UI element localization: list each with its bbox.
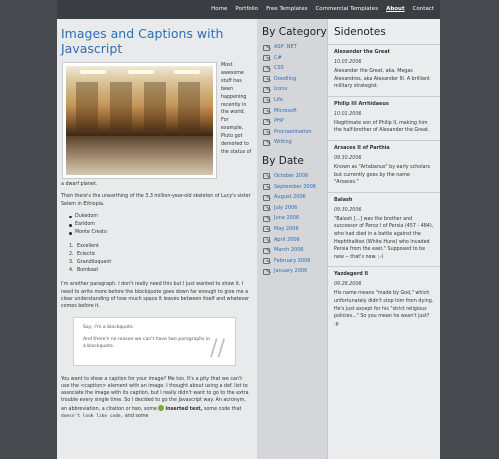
comment-icon bbox=[263, 258, 271, 263]
date-link[interactable]: July 2006 bbox=[262, 203, 327, 214]
quote-mark-icon: // bbox=[210, 335, 225, 361]
sidenote-title[interactable]: Alexander the Great bbox=[334, 49, 390, 55]
category-link[interactable]: Icons bbox=[262, 84, 327, 95]
page bbox=[57, 19, 440, 459]
comment-icon bbox=[263, 87, 271, 92]
comment-icon bbox=[263, 269, 271, 274]
category-link[interactable]: ASP .NET bbox=[262, 42, 327, 53]
date-link[interactable]: September 2006 bbox=[262, 182, 327, 193]
nav-about[interactable]: About bbox=[386, 6, 405, 12]
sidenote-text: Known as "Artabanus" by early scholars but currently goes by the name "Arsaces." bbox=[334, 164, 430, 186]
sidenote-title[interactable]: Arsaces II of Parthia bbox=[334, 144, 390, 151]
comment-icon bbox=[263, 248, 271, 253]
paragraph-caption: You want to show a caption for your image? Me too. It's a pity that we can't use the <caption> element with an image. I thought about using a def. list to associate the image with its caption, but I really didn't want to go to the extra trouble every single time. So I decided to go the Javascript way. An acronym, an abbreviation, a citation or two, some inserted text, some code that doesn't look like code, and some bbox=[61, 376, 249, 419]
comment-icon bbox=[263, 76, 271, 81]
category-link[interactable]: Doodling bbox=[262, 74, 327, 85]
quote-line-1: Say, I'm a blockquote. bbox=[83, 324, 135, 330]
sidenote-text: "Balash [...] was the brother and successor of Peroz I of Persia (457 - 484), who had died in a battle against the Hephthalites (White Huns) who invaded Persia from the east." Supposed to be new -- that's new. ;-) bbox=[334, 216, 434, 260]
comment-icon bbox=[263, 195, 271, 200]
list-item: Earldom bbox=[69, 221, 252, 229]
category-link[interactable]: C# bbox=[262, 53, 327, 64]
inserted-text-icon bbox=[158, 405, 164, 411]
page-background-right bbox=[440, 19, 499, 459]
date-link[interactable]: February 2006 bbox=[262, 256, 327, 267]
sidenotes-column bbox=[327, 19, 440, 459]
list-item: 1. Excellent bbox=[69, 243, 99, 249]
date-link[interactable]: August 2006 bbox=[262, 192, 327, 203]
nav-contact[interactable]: Contact bbox=[412, 6, 434, 12]
inline-code: doesn't look like code, bbox=[61, 413, 124, 419]
sidenote-title[interactable]: Yazdegerd II bbox=[334, 271, 369, 278]
comment-icon bbox=[263, 216, 271, 221]
conference-room-photo[interactable] bbox=[66, 66, 213, 175]
category-link[interactable]: PHP bbox=[262, 116, 327, 127]
sidenote-text: His name means "made by God," which unfortunately didn't stop him from dying. He's just except for his "strict religious policies..." So you mean he wasn't just? :p bbox=[334, 291, 434, 327]
paragraph-another: I'm another paragraph. I don't really need this but I just wanted to show it. I need to write more before the blockquote goes down far enough to give me a clear understanding of how much space it leaves between itself and whatever comes before it. bbox=[61, 282, 250, 310]
sidenotes-heading: Sidenotes bbox=[334, 26, 386, 38]
sidenote bbox=[328, 266, 440, 333]
by-category-heading: By Category bbox=[262, 26, 327, 38]
list-item: 2. Eclectic bbox=[69, 251, 96, 257]
category-list bbox=[262, 42, 327, 148]
date-link[interactable]: January 2006 bbox=[262, 266, 327, 277]
comment-icon bbox=[263, 55, 271, 60]
top-navigation bbox=[57, 0, 440, 19]
nav-portfolio[interactable]: Portfolio bbox=[235, 6, 259, 12]
date-link[interactable]: October 2006 bbox=[262, 171, 327, 182]
comment-icon bbox=[263, 237, 271, 242]
comment-icon bbox=[263, 66, 271, 71]
nav-list bbox=[203, 6, 434, 12]
category-column bbox=[257, 19, 327, 459]
sidenote-title[interactable]: Balash bbox=[334, 196, 353, 203]
comment-icon bbox=[263, 184, 271, 189]
list-item: Dukedom bbox=[69, 213, 252, 221]
category-link[interactable]: CSS bbox=[262, 63, 327, 74]
float-tail-text: a dwarf planet. bbox=[61, 182, 98, 187]
float-text: Most awesome stuff has been happening recently in the world. For example, Pluto got demoted to the status of bbox=[221, 63, 252, 155]
date-link[interactable]: April 2006 bbox=[262, 235, 327, 246]
sidenote-date: 10.03.2006 bbox=[334, 60, 362, 65]
category-link[interactable]: Life bbox=[262, 95, 327, 106]
category-link[interactable]: Procrastination bbox=[262, 127, 327, 138]
main-content bbox=[57, 19, 257, 459]
sidenote bbox=[328, 140, 440, 192]
sidenote-date: 10.01.2006 bbox=[334, 111, 362, 117]
article-title[interactable]: Images and Captions with Javascript bbox=[61, 26, 224, 56]
sidenote-date: 09.30.2006 bbox=[334, 155, 362, 161]
nav-free-templates[interactable]: Free Templates bbox=[266, 6, 308, 12]
nav-home[interactable]: Home bbox=[211, 6, 228, 12]
comment-icon bbox=[263, 119, 271, 124]
sidenote bbox=[328, 192, 440, 267]
by-date-heading: By Date bbox=[262, 154, 304, 167]
list-item: 4. Bombast bbox=[69, 268, 99, 274]
sidenote-title[interactable]: Philip III Arrhidaeus bbox=[334, 100, 389, 107]
blockquote bbox=[73, 317, 236, 366]
comment-icon bbox=[263, 226, 271, 231]
comment-icon bbox=[263, 97, 271, 102]
sidenote bbox=[328, 44, 440, 96]
comment-icon bbox=[263, 140, 271, 145]
sidenote-date: 09.28.2006 bbox=[334, 282, 362, 288]
sidenote-text: Alexander the Great, aka, Megas Alexandros, aka Alexander III. A brilliant military strategist. bbox=[334, 69, 430, 90]
inserted-text: inserted text, bbox=[165, 406, 203, 412]
date-link[interactable]: June 2006 bbox=[262, 213, 327, 224]
list-item: Monte Cresto bbox=[69, 229, 252, 237]
comment-icon bbox=[263, 205, 271, 210]
bullet-list bbox=[69, 213, 252, 238]
comment-icon bbox=[263, 45, 271, 50]
paragraph-lucy: Then there's the unearthing of the 3.3 million-year-old skeleton of Lucy's sister Selem in Ethiopia. bbox=[61, 194, 251, 207]
article-image-frame bbox=[62, 62, 217, 179]
comment-icon bbox=[263, 173, 271, 178]
sidenote-date: 09.30.2006 bbox=[334, 207, 362, 213]
sidenote bbox=[328, 96, 440, 140]
nav-commercial-templates[interactable]: Commercial Templates bbox=[315, 6, 379, 12]
list-item: 3. Grandiloquent bbox=[69, 259, 112, 265]
date-link[interactable]: March 2006 bbox=[262, 245, 327, 256]
comment-icon bbox=[263, 129, 271, 134]
numbered-list bbox=[69, 243, 252, 276]
comment-icon bbox=[263, 108, 271, 113]
quote-line-2: And there's no reason we can't have two paragraphs in a blockquote. bbox=[83, 336, 211, 349]
date-link[interactable]: May 2006 bbox=[262, 224, 327, 235]
category-link[interactable]: Writing bbox=[262, 137, 327, 148]
date-list bbox=[262, 171, 327, 277]
sidenote-text: Illegitimate son of Philip II, making him the half-brother of Alexander the Great. bbox=[334, 120, 430, 134]
category-link[interactable]: Microsoft bbox=[262, 106, 327, 117]
